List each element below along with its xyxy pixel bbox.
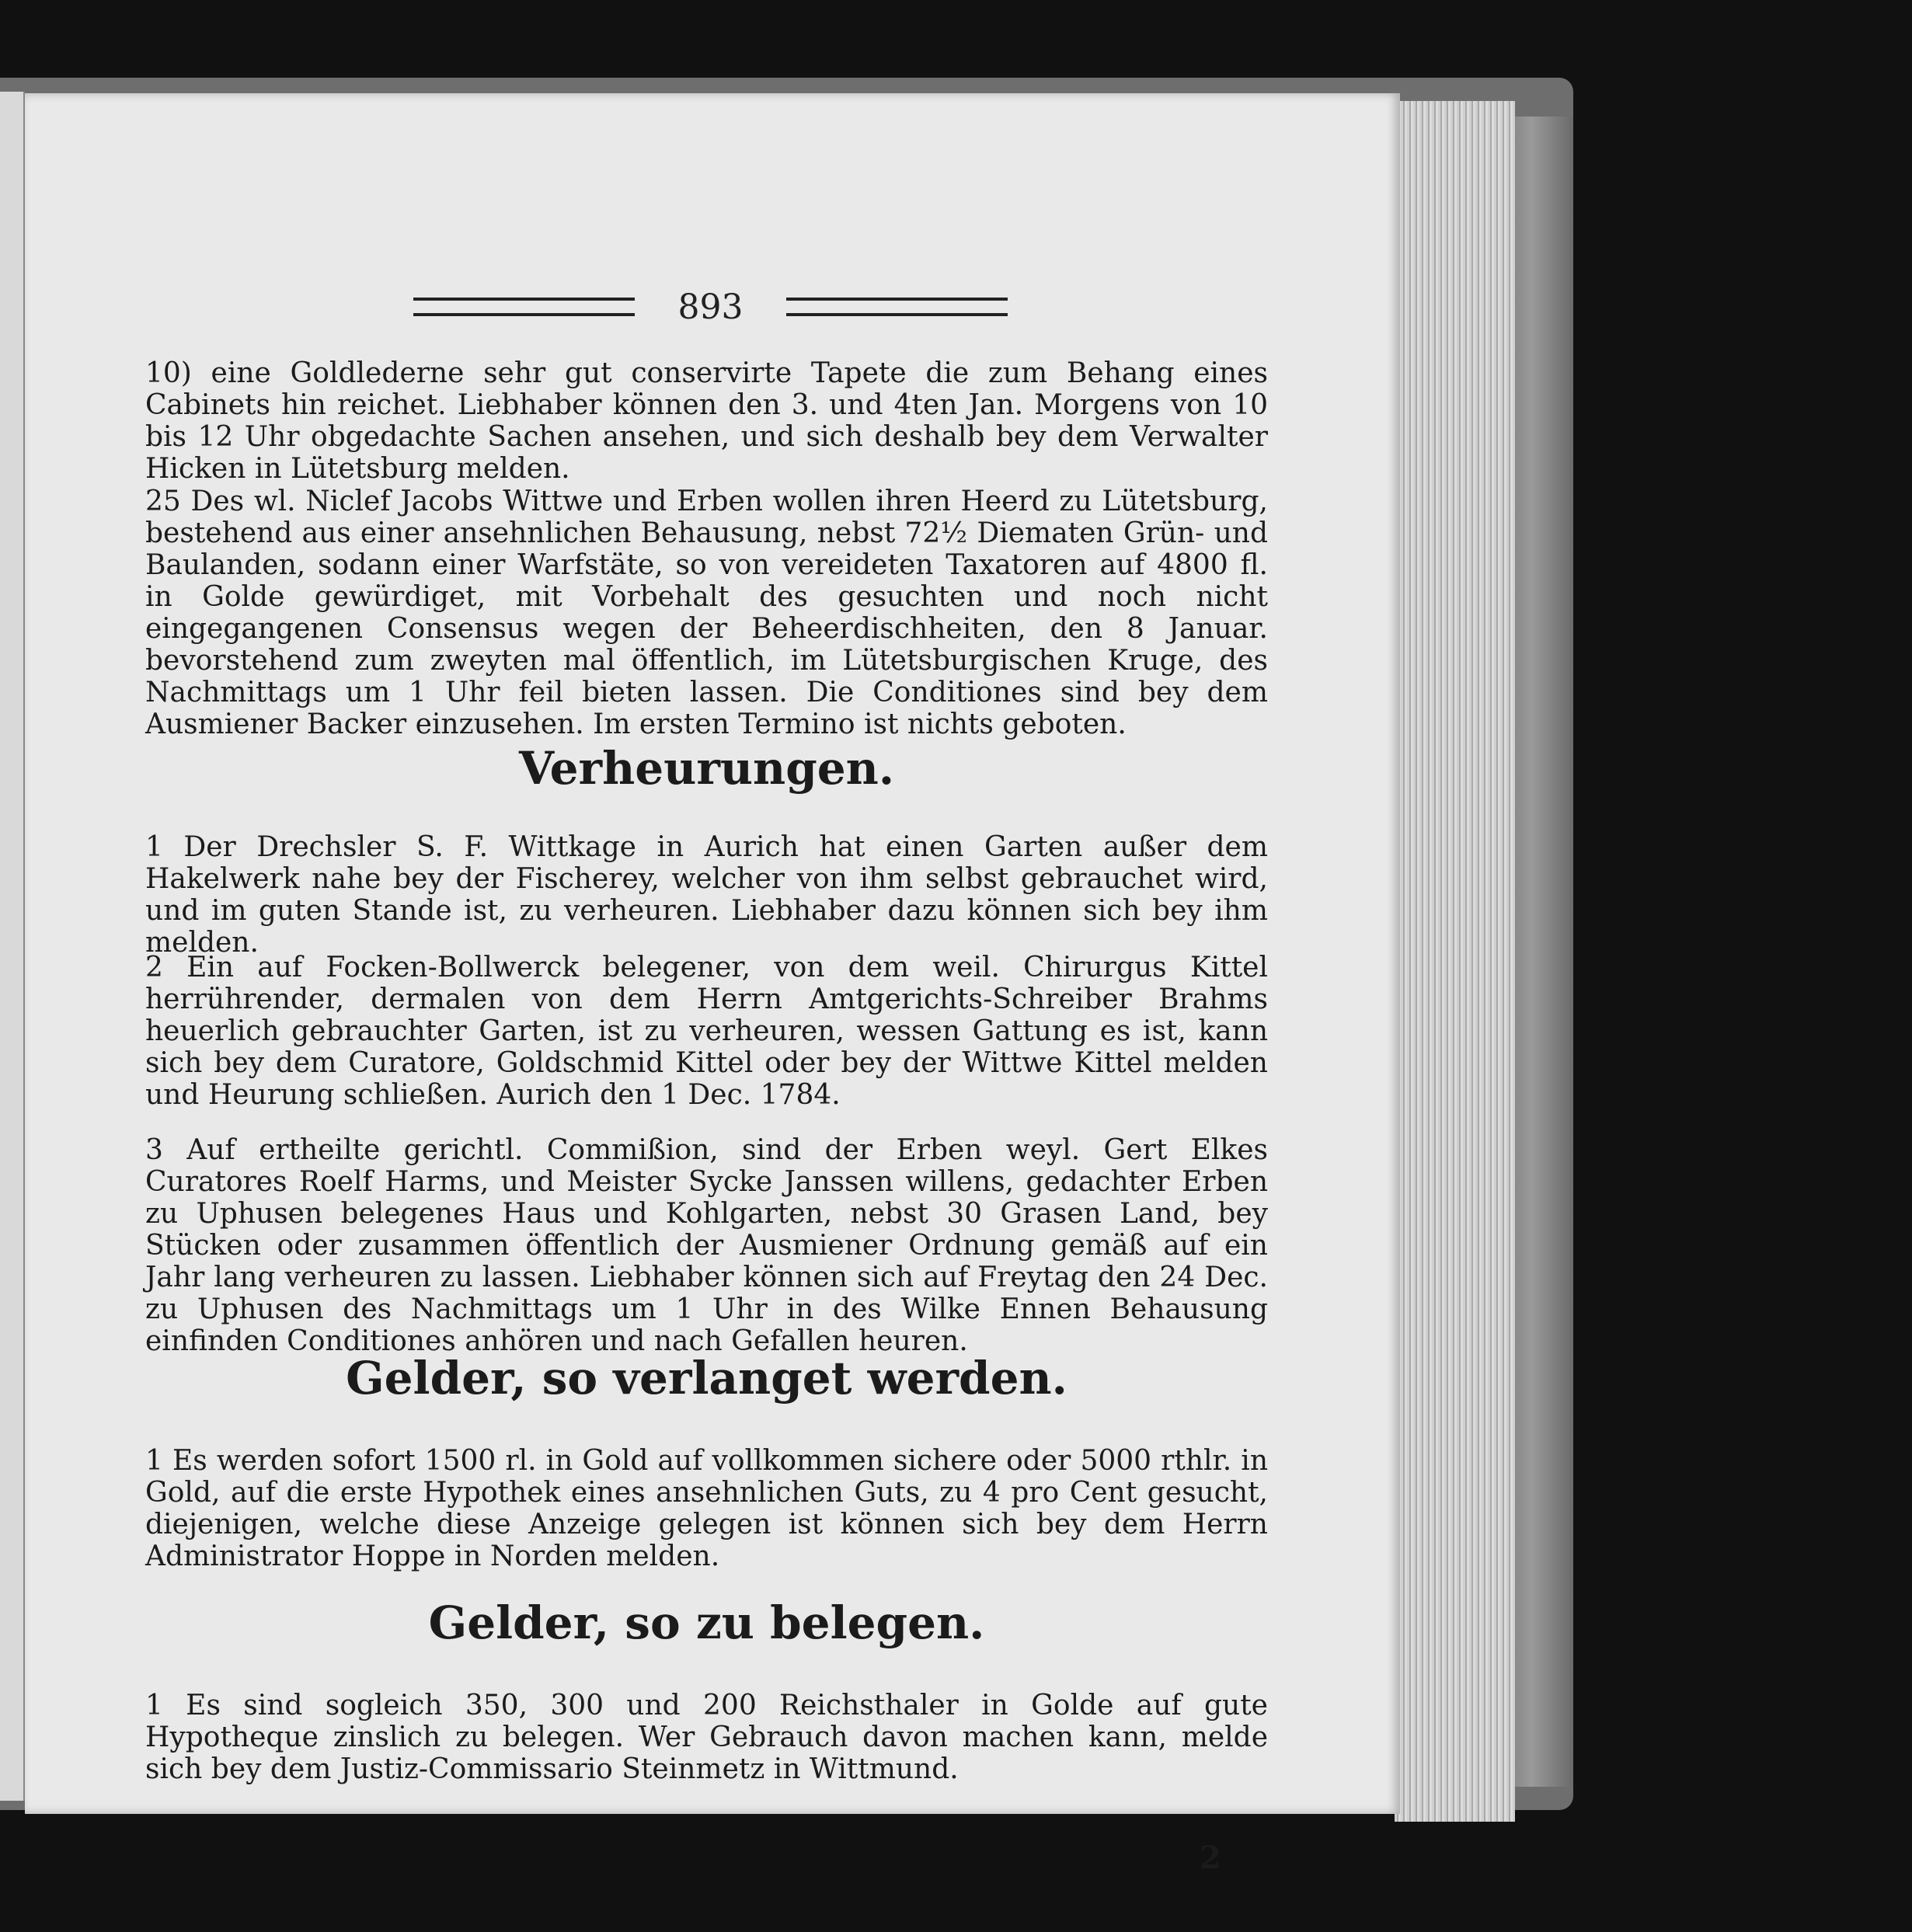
page-edges (1395, 101, 1515, 1822)
header-rule-right (786, 298, 1008, 316)
header-rule-left (413, 298, 635, 316)
paragraph-gelder-verlanget-1: 1 Es werden sofort 1500 rl. in Gold auf vollkommen sichere oder 5000 rthlr. in Gold, auf die erste Hypothek eines ansehnlichen Guts, zu 4 pro Cent gesucht, diejenigen, welche diese Anzeige gelegen ist können sich bey dem Herrn Administrator Hoppe in Norden melden. (145, 1445, 1268, 1572)
paragraph-verheurungen-1: 1 Der Drechsler S. F. Wittkage in Aurich hat einen Garten außer dem Hakelwerk nahe bey der Fischerey, welcher von ihm selbst gebrauchet wird, und im guten Stande ist, zu verheuren. Liebhaber dazu können sich bey ihm melden. (145, 831, 1268, 959)
page-number: 893 (677, 287, 744, 327)
paragraph-item-25: 25 Des wl. Niclef Jacobs Wittwe und Erben wollen ihren Heerd zu Lütetsburg, bestehend aus einer ansehnlichen Behausung, nebst 72½ Diematen Grün- und Baulanden, sodann einer Warfstäte, so von vereideten Taxatoren auf 4800 fl. in Golde gewürdiget, mit Vorbehalt des gesuchten und noch nicht eingegangenen Consensus wegen der Beheerdischheiten, den 8 Januar. bevorstehend zum zweyten mal öffentlich, im Lütetsburgischen Kruge, des Nachmittags um 1 Uhr feil bieten lassen. Die Conditiones sind bey dem Ausmiener Backer einzusehen. Im ersten Termino ist nichts geboten. (145, 486, 1268, 740)
catchword: 2 (1200, 1840, 1221, 1876)
paragraph-verheurungen-3: 3 Auf ertheilte gerichtl. Commißion, sind der Erben weyl. Gert Elkes Curatores Roelf Harms, und Meister Sycke Janssen willens, gedachter Erben zu Uphusen belegenes Haus und Kohlgarten, nebst 30 Grasen Land, bey Stücken oder zusammen öffentlich der Ausmiener Ordnung gemäß auf ein Jahr lang verheuren zu lassen. Liebhaber können sich auf Freytag den 24 Dec. zu Uphusen des Nachmittags um 1 Uhr in des Wilke Ennen Behausung einfinden Conditiones anhören und nach Gefallen heuren. (145, 1134, 1268, 1357)
book-page (25, 93, 1400, 1876)
heading-gelder-verlanget: Gelder, so verlanget werden. (346, 1352, 1067, 1405)
paragraph-item-10: 10) eine Goldlederne sehr gut conservirte Tapete die zum Behang eines Cabinets hin reichet. Liebhaber können den 3. und 4ten Jan. Morgens von 10 bis 12 Uhr obgedachte Sachen ansehen, und sich deshalb bey dem Verwalter Hicken in Lütetsburg melden. (145, 357, 1268, 485)
left-page-sliver (0, 92, 25, 1801)
page-header (413, 287, 1008, 326)
paragraph-gelder-belegen-1: 1 Es sind sogleich 350, 300 und 200 Reichsthaler in Golde auf gute Hypotheque zinslich zu belegen. Wer Gebrauch davon machen kann, melde sich bey dem Justiz-Commissario Steinmetz in Wittmund. (145, 1690, 1268, 1785)
heading-verheurungen: Verheurungen. (518, 742, 895, 795)
paragraph-verheurungen-2: 2 Ein auf Focken-Bollwerck belegener, von dem weil. Chirurgus Kittel herrührender, dermalen von dem Herrn Amtgerichts-Schreiber Brahms heuerlich gebrauchter Garten, ist zu verheuren, wessen Gattung es ist, kann sich bey dem Curatore, Goldschmid Kittel oder bey der Wittwe Kittel melden und Heurung schließen. Aurich den 1 Dec. 1784. (145, 952, 1268, 1111)
heading-gelder-belegen: Gelder, so zu belegen. (428, 1596, 985, 1649)
